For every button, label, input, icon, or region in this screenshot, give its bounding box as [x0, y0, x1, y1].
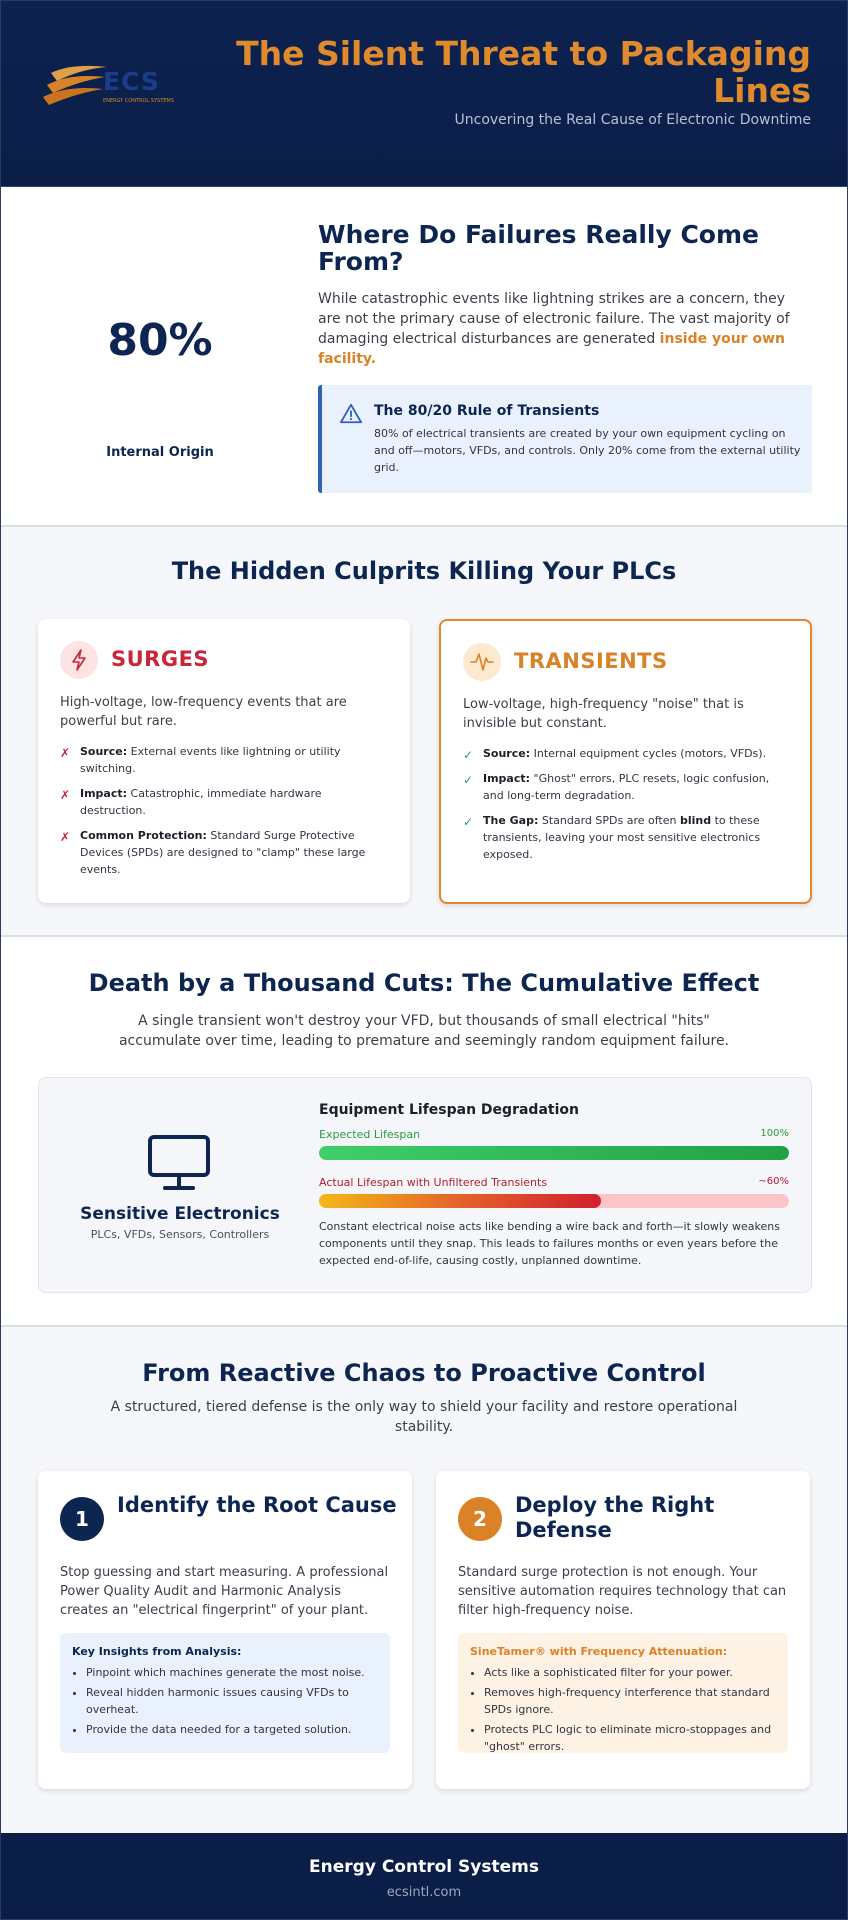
header	[1, 1, 847, 187]
expected-value: 100%	[760, 1128, 789, 1139]
item-emphasis: blind	[679, 814, 712, 827]
expected-label: Expected Lifespan	[319, 1128, 421, 1141]
list-item	[60, 743, 390, 777]
proactive-section	[1, 1327, 847, 1833]
item-label: Common Protection:	[80, 829, 207, 842]
logo-subtext: ENERGY CONTROL SYSTEMS	[103, 98, 174, 104]
origin-title: Where Do Failures Really Come From?	[318, 220, 759, 276]
step-body: Standard surge protection is not enough. Your sensitive automation requires technology that can filter high-frequency noise.	[458, 1565, 787, 1618]
step-number: 2	[458, 1497, 502, 1541]
check-icon: ✓	[463, 815, 474, 829]
origin-body-text: While catastrophic events like lightning strikes are a concern, they are not the primary cause of electronic failure. The vast majority of damaging electrical disturbances are generated	[318, 291, 790, 347]
logo-text: ECS	[103, 67, 160, 96]
proactive-title: From Reactive Chaos to Proactive Control	[142, 1359, 706, 1387]
monitor-icon	[147, 1134, 211, 1192]
actual-bar	[319, 1194, 789, 1208]
page-title: The Silent Threat to Packaging Lines	[236, 34, 811, 110]
actual-label: Actual Lifespan with Unfiltered Transients	[319, 1176, 548, 1189]
warning-icon	[340, 403, 362, 425]
step-number: 1	[60, 1497, 104, 1541]
item-text: Catastrophic, immediate hardware destruction.	[80, 787, 322, 817]
sinetamer-title: SineTamer® with Frequency Attenuation:	[470, 1645, 728, 1658]
origin-body-highlight: inside your own facility.	[318, 331, 785, 367]
culprits-section	[1, 527, 847, 937]
transients-list	[463, 745, 793, 871]
item-label: Source:	[483, 747, 531, 760]
item-text: External events like lightning or utility switching.	[80, 745, 341, 775]
lifespan-panel	[38, 1077, 812, 1293]
item-label: Impact:	[80, 787, 128, 800]
footer-company-name: Energy Control Systems	[309, 1857, 539, 1877]
item-text: to these transients, leaving your most sensitive electronics exposed.	[483, 814, 761, 861]
waveform-icon	[463, 643, 501, 681]
list-item: • Reveal hidden harmonic issues causing VFDs to overheat.	[86, 1684, 378, 1718]
rule-text: 80% of electrical transients are created by your own equipment cycling on and off—motors, VFDs, and controls. Only 20% come from the external utility grid.	[374, 427, 801, 474]
check-icon: ✓	[463, 773, 474, 787]
item-label: The Gap:	[483, 814, 539, 827]
list-item	[60, 827, 390, 878]
footer	[1, 1833, 847, 1920]
surges-card	[38, 619, 410, 903]
list-item: • Provide the data needed for a targeted solution.	[86, 1721, 378, 1738]
list-item	[463, 770, 793, 804]
company-logo	[41, 57, 191, 113]
insights-list	[72, 1664, 378, 1738]
logo-wave-icon	[41, 61, 111, 105]
actual-bar-fill	[319, 1194, 601, 1208]
list-item: • Pinpoint which machines generate the most noise.	[86, 1664, 378, 1681]
sinetamer-box	[458, 1633, 788, 1753]
step-title: Deploy the Right Defense	[515, 1493, 715, 1542]
step-title: Identify the Root Cause	[117, 1493, 397, 1517]
cross-icon: ✗	[60, 830, 71, 844]
transients-title: TRANSIENTS	[514, 649, 668, 673]
rule-callout	[318, 385, 812, 493]
list-item: • Acts like a sophisticated filter for your power.	[484, 1664, 776, 1681]
list-item: • Protects PLC logic to eliminate micro-stoppages and "ghost" errors.	[484, 1721, 776, 1755]
check-icon: ✓	[463, 748, 474, 762]
item-text: "Ghost" errors, PLC resets, logic confusion, and long-term degradation.	[483, 772, 770, 802]
actual-value: ~60%	[758, 1176, 789, 1187]
step-card-deploy	[436, 1471, 810, 1789]
proactive-subtitle: A structured, tiered defense is the only way to shield your facility and restore operational stability.	[110, 1399, 738, 1435]
item-text: Standard Surge Protective Devices (SPDs) are designed to "clamp" these large events.	[80, 829, 366, 876]
origin-body	[318, 289, 806, 369]
list-item: • Removes high-frequency interference that standard SPDs ignore.	[484, 1684, 776, 1718]
item-label: Source:	[80, 745, 128, 758]
surges-desc: High-voltage, low-frequency events that are powerful but rare.	[60, 695, 347, 729]
degradation-text: Constant electrical noise acts like bending a wire back and forth—it slowly weakens components until they snap. This leads to failures months or even years before the expected end-of-life, causing costly, unplanned downtime.	[319, 1220, 780, 1267]
degradation-title: Equipment Lifespan Degradation	[319, 1102, 579, 1118]
footer-website-link[interactable]: ecsintl.com	[386, 1885, 462, 1900]
rule-title: The 80/20 Rule of Transients	[374, 403, 600, 419]
list-item	[463, 745, 793, 762]
cumulative-section	[1, 937, 847, 1327]
cross-icon: ✗	[60, 746, 71, 760]
device-subtitle: PLCs, VFDs, Sensors, Controllers	[90, 1228, 270, 1241]
step-card-identify	[38, 1471, 412, 1789]
expected-bar-fill	[319, 1146, 789, 1160]
culprits-title: The Hidden Culprits Killing Your PLCs	[171, 557, 677, 585]
step-body: Stop guessing and start measuring. A professional Power Quality Audit and Harmonic Analysis creates an "electrical fingerprint" of your plant.	[60, 1565, 389, 1618]
expected-bar	[319, 1146, 789, 1160]
item-text: Standard SPDs are often	[538, 814, 680, 827]
cumulative-subtitle: A single transient won't destroy your VFD, but thousands of small electrical "hits" accumulate over time, leading to premature and seemingly random equipment failure.	[118, 1013, 730, 1049]
insights-title: Key Insights from Analysis:	[72, 1645, 242, 1658]
cross-icon: ✗	[60, 788, 71, 802]
insights-box	[60, 1633, 390, 1753]
item-label: Impact:	[483, 772, 531, 785]
cumulative-title: Death by a Thousand Cuts: The Cumulative Effect	[88, 969, 760, 997]
lightning-icon	[60, 641, 98, 679]
origin-section	[1, 187, 847, 527]
page-subtitle: Uncovering the Real Cause of Electronic Downtime	[454, 112, 811, 128]
list-item	[463, 812, 793, 863]
surges-title: SURGES	[111, 647, 210, 671]
transients-card	[439, 619, 812, 904]
transients-desc: Low-voltage, high-frequency "noise" that is invisible but constant.	[463, 697, 744, 731]
surges-list	[60, 743, 390, 886]
item-text: Internal equipment cycles (motors, VFDs).	[530, 747, 767, 760]
list-item	[60, 785, 390, 819]
origin-stat: 80%	[107, 315, 213, 366]
origin-stat-label: Internal Origin	[106, 445, 214, 460]
sinetamer-list	[470, 1664, 776, 1755]
device-title: Sensitive Electronics	[80, 1204, 280, 1224]
